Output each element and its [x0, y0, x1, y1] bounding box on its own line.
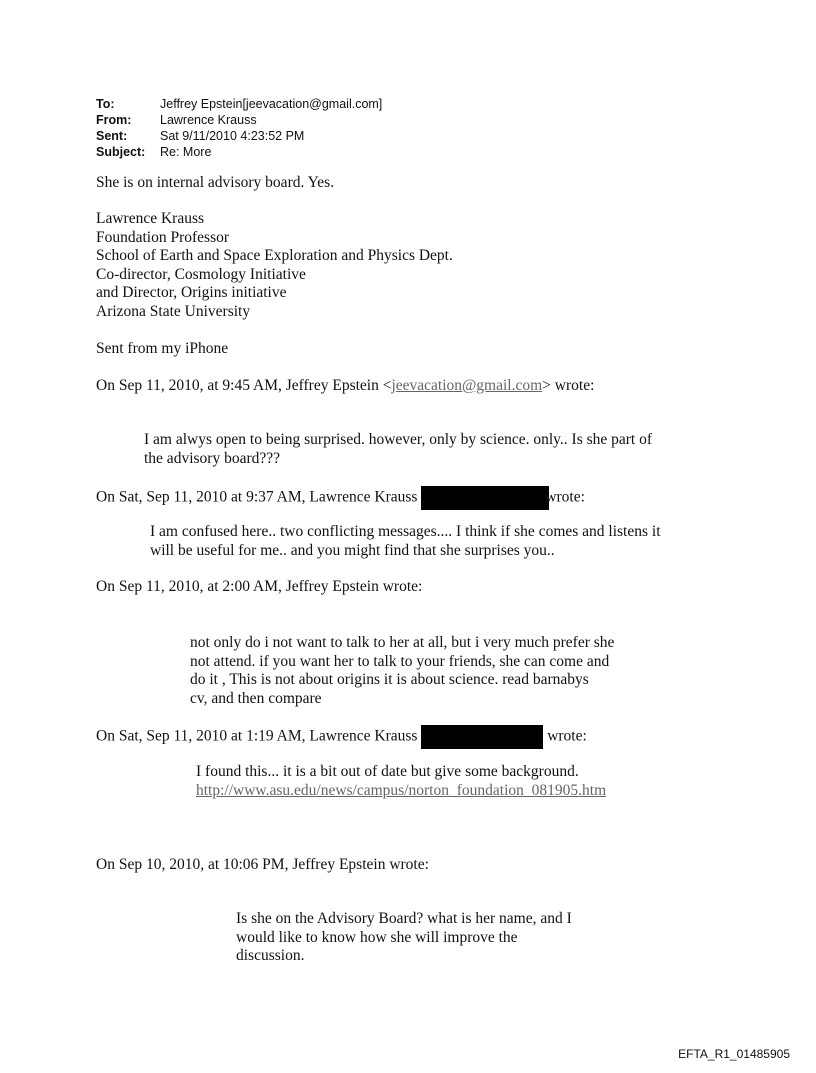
quote-body-5 — [236, 910, 572, 966]
quote-intro-5: On Sep 10, 2010, at 10:06 PM, Jeffrey Epstein wrote: — [96, 856, 429, 873]
reply-text: She is on internal advisory board. Yes. — [96, 174, 335, 191]
signature-line: Co-director, Cosmology Initiative — [96, 265, 306, 283]
quote-line: Is she on the Advisory Board? what is her name, and I — [236, 910, 572, 927]
sent-from-line: Sent from my iPhone — [96, 340, 229, 357]
quote-line: the advisory board??? — [144, 449, 280, 467]
from-value: Lawrence Krauss — [160, 113, 257, 127]
quote-line: will be useful for me.. and you might find that she surprises you.. — [150, 541, 555, 559]
to-row — [96, 96, 382, 112]
signature-line: School of Earth and Space Exploration and Physics Dept. — [96, 247, 453, 264]
sent-value: Sat 9/11/2010 4:23:52 PM — [160, 129, 305, 143]
quote-intro-1 — [96, 377, 594, 396]
quote-intro-3: On Sep 11, 2010, at 2:00 AM, Jeffrey Epstein wrote: — [96, 578, 423, 595]
to-label: To: — [96, 97, 115, 111]
subject-row — [96, 144, 382, 160]
quote-line: would like to know how she will improve the — [236, 928, 518, 946]
from-row — [96, 112, 382, 128]
quote-body-3 — [190, 634, 614, 708]
document-id: EFTA_R1_01485905 — [678, 1047, 790, 1061]
quote-intro-text: wrote: — [547, 727, 587, 745]
quote-body-1 — [144, 431, 652, 468]
quote-line: cv, and then compare — [190, 689, 322, 707]
email-link[interactable]: jeevacation@gmail.com — [391, 377, 543, 394]
quote-line: do it , This is not about origins it is about science. read barnabys — [190, 671, 589, 688]
signature-line: Lawrence Krauss — [96, 210, 205, 227]
quote-line: I found this... it is a bit out of date but give some background. — [196, 763, 579, 780]
subject-value: Re: More — [160, 145, 212, 159]
signature — [96, 210, 453, 321]
quote-line: discussion. — [236, 947, 305, 964]
to-value: Jeffrey Epstein[jeevacation@gmail.com] — [160, 97, 383, 111]
signature-line: Arizona State University — [96, 302, 251, 320]
sent-label: Sent: — [96, 129, 128, 143]
quote-line: I am alwys open to being surprised. however, only by science. only.. Is she part of — [144, 431, 653, 448]
subject-label: Subject: — [96, 145, 146, 159]
quote-intro-text: > wrote: — [542, 377, 595, 394]
sent-row — [96, 128, 382, 144]
quote-line: not attend. if you want her to talk to your friends, she can come and — [190, 652, 610, 670]
quote-intro-text: wrote: — [545, 488, 585, 506]
redaction-block — [421, 486, 549, 510]
quote-intro-text: On Sep 11, 2010, at 9:45 AM, Jeffrey Epstein < — [96, 377, 392, 394]
quote-body-4 — [196, 763, 606, 800]
quote-intro-4 — [96, 725, 587, 749]
quote-line: I am confused here.. two conflicting messages.... I think if she comes and listens it — [150, 523, 661, 540]
redaction-block — [421, 725, 543, 749]
from-label: From: — [96, 113, 132, 127]
email-header — [96, 96, 382, 160]
quote-intro-text: On Sat, Sep 11, 2010 at 1:19 AM, Lawrence Krauss — [96, 727, 418, 745]
quote-intro-text: On Sat, Sep 11, 2010 at 9:37 AM, Lawrence Krauss — [96, 488, 418, 506]
news-link[interactable]: http://www.asu.edu/news/campus/norton_foundation_081905.htm — [196, 781, 607, 799]
signature-line: and Director, Origins initiative — [96, 284, 287, 301]
quote-line: not only do i not want to talk to her at all, but i very much prefer she — [190, 634, 615, 651]
quote-body-2 — [150, 523, 661, 560]
quote-intro-2 — [96, 486, 585, 510]
signature-line: Foundation Professor — [96, 228, 230, 246]
